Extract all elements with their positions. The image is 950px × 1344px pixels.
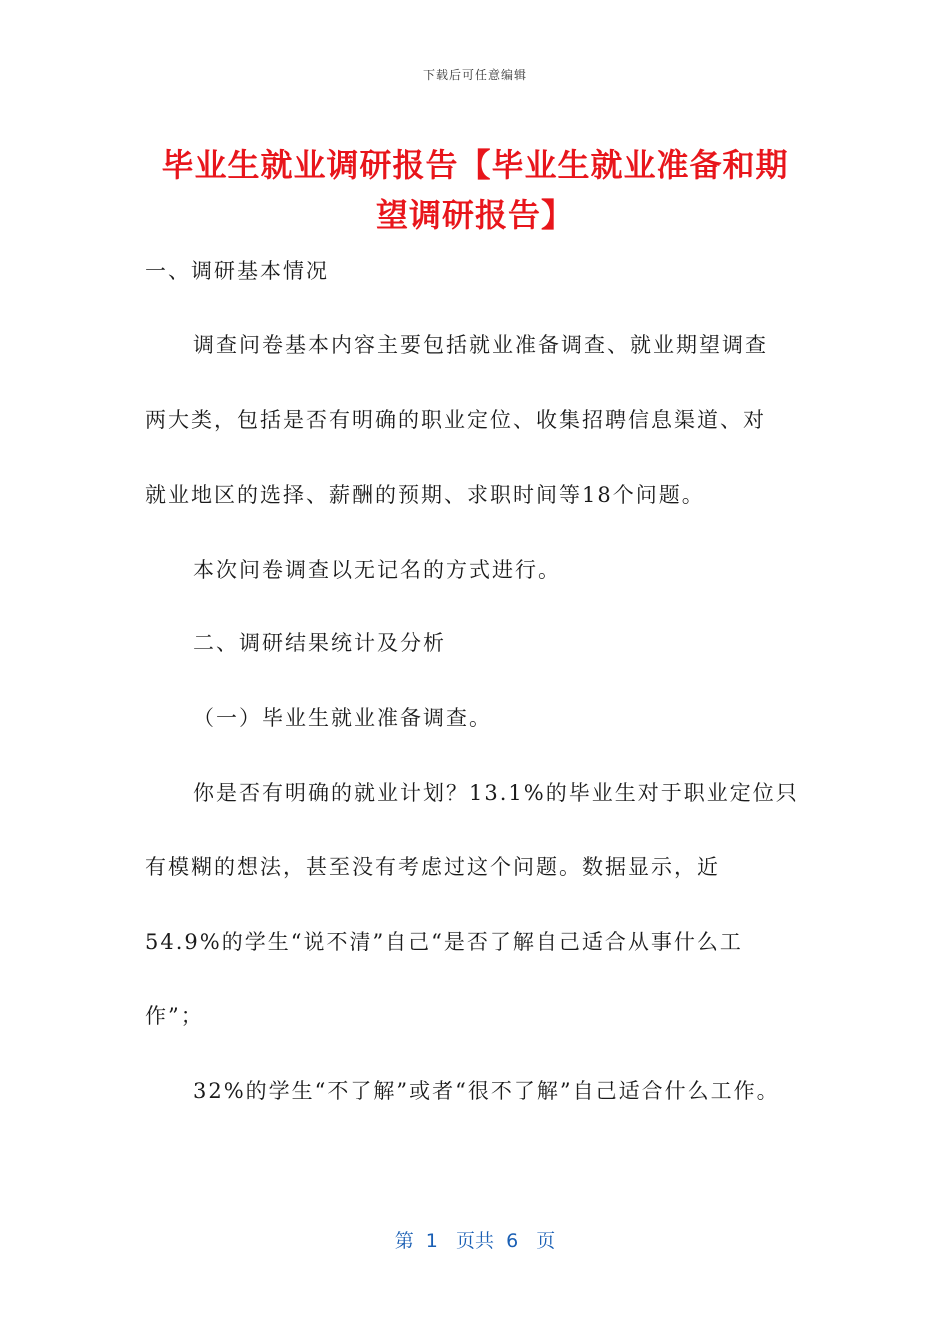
- paragraph-line: 32%的学生“不了解”或者“很不了解”自己适合什么工作。: [193, 1079, 780, 1103]
- paragraph-line: 54.9%的学生“说不清”自己“是否了解自己适合从事什么工: [145, 930, 743, 954]
- title-line-1: 毕业生就业调研报告【毕业生就业准备和期: [161, 146, 789, 184]
- paragraph-line: 就业地区的选择、薪酬的预期、求职时间等18个问题。: [145, 483, 705, 507]
- paragraph-line: 有模糊的想法，甚至没有考虑过这个问题。数据显示，近: [145, 855, 720, 879]
- section-heading-2: 二、调研结果统计及分析: [193, 631, 446, 655]
- paragraph-line: 作”；: [145, 1004, 204, 1028]
- section-heading-1: 一、调研基本情况: [145, 259, 329, 283]
- document-title: [140, 140, 810, 240]
- page-header-note: 下载后可任意编辑: [422, 68, 527, 82]
- paragraph-line: 你是否有明确的就业计划？13.1%的毕业生对于职业定位只: [193, 781, 799, 805]
- paragraph-line: 两大类，包括是否有明确的职业定位、收集招聘信息渠道、对: [145, 408, 766, 432]
- page-number-footer: 第 1 页共 6 页: [394, 1230, 556, 1252]
- paragraph-line: 本次问卷调查以无记名的方式进行。: [193, 558, 561, 582]
- title-line-2: 望调研报告】: [375, 196, 574, 234]
- subsection-heading: （一）毕业生就业准备调查。: [193, 706, 492, 730]
- paragraph-line: 调查问卷基本内容主要包括就业准备调查、就业期望调查: [193, 333, 768, 357]
